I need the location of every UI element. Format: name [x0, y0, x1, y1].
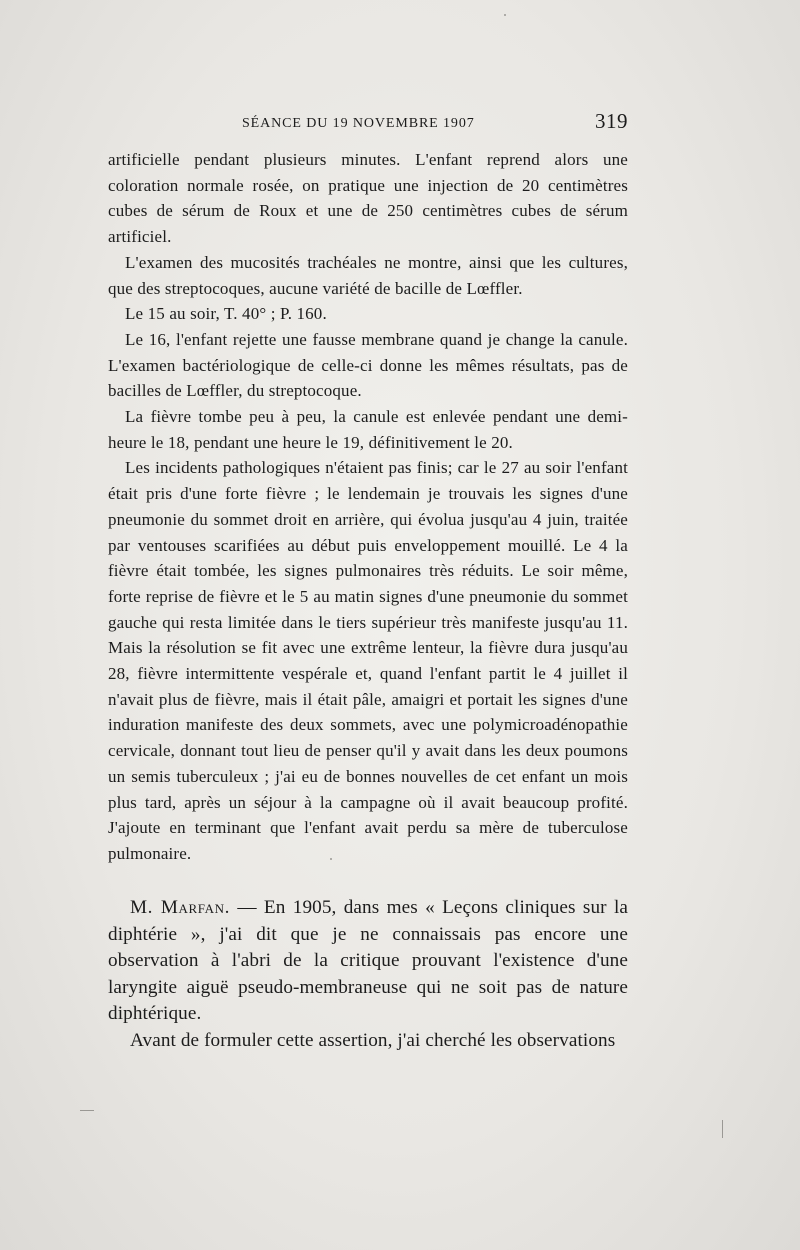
paper-speck: [80, 1110, 94, 1111]
marfan-paragraph: [108, 895, 628, 1028]
paragraph: Les incidents pathologiques n'étaient pas finis; car le 27 au soir l'enfant était pris d'une forte fièvre ; le lendemain je trouvais les signes d'une pneumonie du sommet droit en arrière, qui évolua jusqu'au 4 juin, traitée par ventouses scarifiées au début puis enveloppement mouillé. Le 4 la fièvre était tombée, les signes pulmonaires très réduits. Le soir même, forte reprise de fièvre et le 5 au matin signes d'une pneumonie du sommet gauche qui resta limitée dans le tiers supérieur très manifeste jusqu'au 11. Mais la résolution se fit avec une extrême lenteur, la fièvre dura jusqu'au 28, fièvre intermittente vespérale et, quand l'enfant partit le 4 juillet il n'avait plus de fièvre, mais il était pâle, amaigri et portait les signes d'une induration manifeste des deux sommets, avec une polymicroadénopathie cervicale, donnant tout lieu de penser qu'il y avait dans les deux poumons un semis tuberculeux ; j'ai eu de bonnes nouvelles de cet enfant un mois plus tard, après un séjour à la campagne où il avait beaucoup profité. J'ajoute en terminant que l'enfant avait perdu sa mère de tuberculose pulmonaire.: [108, 458, 628, 863]
paragraph: La fièvre tombe peu à peu, la canule est enlevée pendant une demi-heure le 18, pendant une heure le 19, définitivement le 20.: [108, 407, 628, 452]
case-report-text: [108, 147, 628, 867]
page-number: 319: [595, 109, 628, 133]
paragraph: artificielle pendant plusieurs minutes. L'enfant reprend alors une coloration normale rosée, on pratique une injection de 20 centimètres cubes de sérum de Roux et une de 250 centimètres cubes de sérum artificiel.: [108, 150, 628, 247]
paper-speck: [504, 14, 506, 16]
page-header: [108, 106, 628, 136]
paragraph: Le 16, l'enfant rejette une fausse membrane quand je change la canule. L'examen bactériologique de celle-ci donne les mêmes résultats, pas de bacilles de Lœffler, du streptocoque.: [108, 329, 628, 401]
paper-speck: [722, 1120, 723, 1138]
marfan-paragraph-2: Avant de formuler cette assertion, j'ai cherché les observations: [130, 1029, 616, 1051]
paper-speck: [330, 858, 332, 860]
paragraph: L'examen des mucosités trachéales ne montre, ainsi que les cultures, que des streptocoques, aucune variété de bacille de Lœffler.: [108, 252, 628, 298]
marfan-intervention: [108, 895, 628, 1055]
speaker-name: M. Marfan.: [130, 897, 231, 918]
marfan-text: — En 1905, dans mes « Leçons cliniques sur la diphtérie », j'ai dit que je ne connaissais pas encore une observation à l'abri de la critique prouvant l'existence d'une laryngite aiguë pseudo-membraneuse qui ne soit pas de nature diphtérique.: [108, 897, 628, 1025]
running-title: SÉANCE DU 19 NOVEMBRE 1907: [242, 116, 475, 131]
paragraph: Le 15 au soir, T. 40° ; P. 160.: [125, 304, 327, 324]
